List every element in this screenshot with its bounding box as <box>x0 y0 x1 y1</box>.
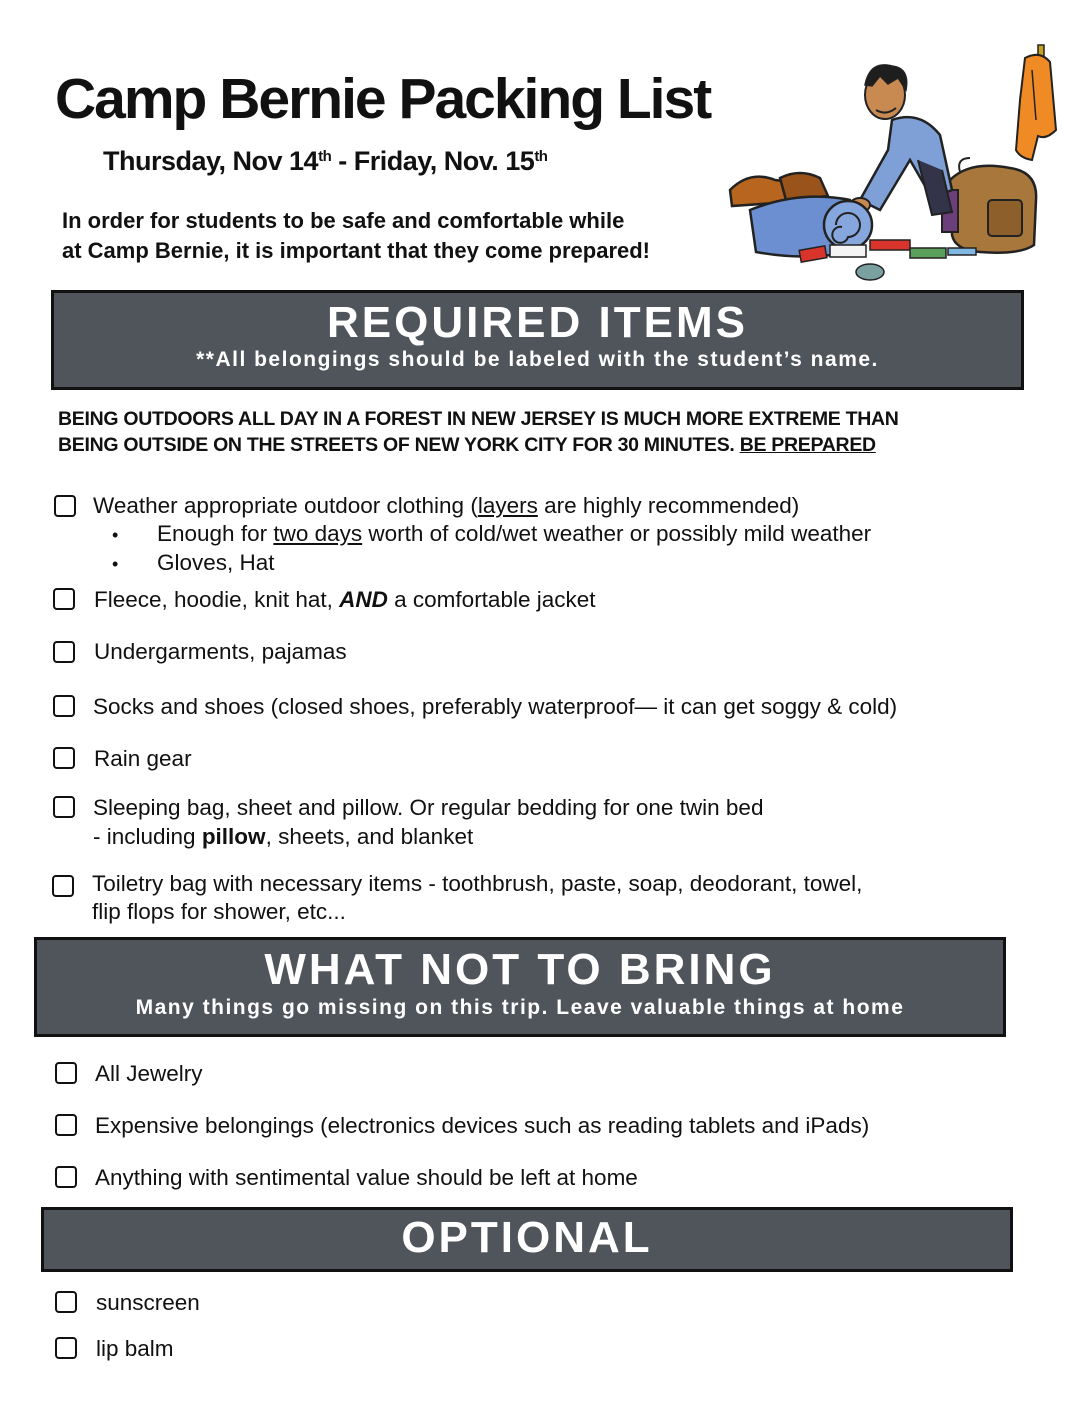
item-rain-gear: Rain gear <box>94 746 192 771</box>
page-title: Camp Bernie Packing List <box>55 67 711 131</box>
checkbox-toiletry-bag[interactable] <box>52 875 74 897</box>
checkbox-expensive-belongings[interactable] <box>55 1114 77 1136</box>
required-items-heading: REQUIRED ITEMS <box>327 298 748 347</box>
item-sleeping-bag-line-2-post: , sheets, and blanket <box>265 824 474 849</box>
outdoor-warning <box>58 406 899 458</box>
bullet-icon: • <box>112 554 119 574</box>
item-jewelry: All Jewelry <box>95 1061 203 1086</box>
item-toiletry-bag-line-1: Toiletry bag with necessary items - toothbrush, paste, soap, deodorant, towel, <box>92 871 863 896</box>
checkbox-sentimental-value[interactable] <box>55 1166 77 1188</box>
item-sleeping-bag <box>93 793 763 851</box>
checkbox-outdoor-clothing[interactable] <box>54 495 76 517</box>
two-days-emphasis: two days <box>273 521 363 546</box>
checkbox-undergarments[interactable] <box>53 641 75 663</box>
item-fleece-text: Fleece, hoodie, knit hat, <box>94 587 340 612</box>
intro-text <box>62 206 650 266</box>
checkbox-socks-shoes[interactable] <box>53 695 75 717</box>
checkbox-fleece[interactable] <box>53 588 75 610</box>
item-outdoor-clothing-text-end: are highly recommended) <box>537 493 800 518</box>
subitem-two-days <box>112 519 872 550</box>
backpack-icon <box>942 158 1036 253</box>
required-items-banner <box>51 290 1024 390</box>
pillow-emphasis: pillow <box>201 824 266 849</box>
item-toiletry-bag <box>92 870 862 926</box>
checkbox-jewelry[interactable] <box>55 1062 77 1084</box>
bullet-icon: • <box>112 525 119 545</box>
hanging-jacket-icon <box>1016 45 1056 160</box>
checkbox-rain-gear[interactable] <box>53 747 75 769</box>
intro-line-1: In order for students to be safe and comfortable while <box>62 208 625 233</box>
not-to-bring-subheading: Many things go missing on this trip. Leave valuable things at home <box>135 996 905 1019</box>
required-items-subheading: **All belongings should be labeled with the student’s name. <box>196 348 879 371</box>
checkbox-lip-balm[interactable] <box>55 1337 77 1359</box>
student-icon <box>850 65 952 215</box>
subitem-two-days-pre: Enough for <box>157 521 274 546</box>
start-date: Thursday, Nov 14 <box>103 146 319 176</box>
item-sleeping-bag-line-1: Sleeping bag, sheet and pillow. Or regular bedding for one twin bed <box>93 795 764 820</box>
checkbox-sleeping-bag[interactable] <box>53 796 75 818</box>
layers-emphasis: layers <box>477 493 538 518</box>
be-prepared-emphasis: BE PREPARED <box>739 434 876 456</box>
subitem-gloves-hat <box>112 548 275 579</box>
item-undergarments: Undergarments, pajamas <box>94 639 347 664</box>
packing-student-illustration <box>720 40 1060 290</box>
item-sleeping-bag-line-2-pre: - including <box>93 824 202 849</box>
warning-line-1: BEING OUTDOORS ALL DAY IN A FOREST IN NEW JERSEY IS MUCH MORE EXTREME THAN <box>58 408 899 430</box>
item-outdoor-clothing <box>93 491 799 520</box>
end-date-suffix: th <box>534 148 548 165</box>
subitem-two-days-post: worth of cold/wet weather or possibly mild weather <box>362 521 872 546</box>
intro-line-2: at Camp Bernie, it is important that they come prepared! <box>62 238 651 263</box>
warning-line-2 <box>58 432 899 458</box>
item-sleeping-bag-line-2 <box>93 822 763 851</box>
item-sunscreen: sunscreen <box>96 1290 200 1315</box>
item-toiletry-bag-line-2: flip flops for shower, etc... <box>92 899 346 924</box>
not-to-bring-heading: WHAT NOT TO BRING <box>264 945 776 994</box>
end-date: - Friday, Nov. 15 <box>331 146 535 176</box>
checkbox-sunscreen[interactable] <box>55 1291 77 1313</box>
subitem-gloves-hat-text: Gloves, Hat <box>157 550 275 575</box>
not-to-bring-banner <box>34 937 1006 1037</box>
trip-dates <box>103 146 547 177</box>
item-lip-balm: lip balm <box>96 1336 174 1361</box>
subitem-two-days-text <box>157 519 871 548</box>
optional-banner <box>41 1207 1013 1272</box>
item-outdoor-clothing-text: Weather appropriate outdoor clothing ( <box>93 493 478 518</box>
and-emphasis: AND <box>339 587 388 612</box>
item-socks-shoes: Socks and shoes (closed shoes, preferably waterproof— it can get soggy & cold) <box>93 694 898 719</box>
item-fleece <box>94 585 596 614</box>
item-fleece-text-end: a comfortable jacket <box>387 587 596 612</box>
warning-line-2-text: BEING OUTSIDE ON THE STREETS OF NEW YORK CITY FOR 30 MINUTES. <box>58 434 735 456</box>
start-date-suffix: th <box>318 148 332 165</box>
item-sentimental-value: Anything with sentimental value should be left at home <box>95 1165 638 1190</box>
optional-heading: OPTIONAL <box>401 1213 653 1262</box>
item-expensive-belongings: Expensive belongings (electronics devices such as reading tablets and iPads) <box>95 1113 870 1138</box>
